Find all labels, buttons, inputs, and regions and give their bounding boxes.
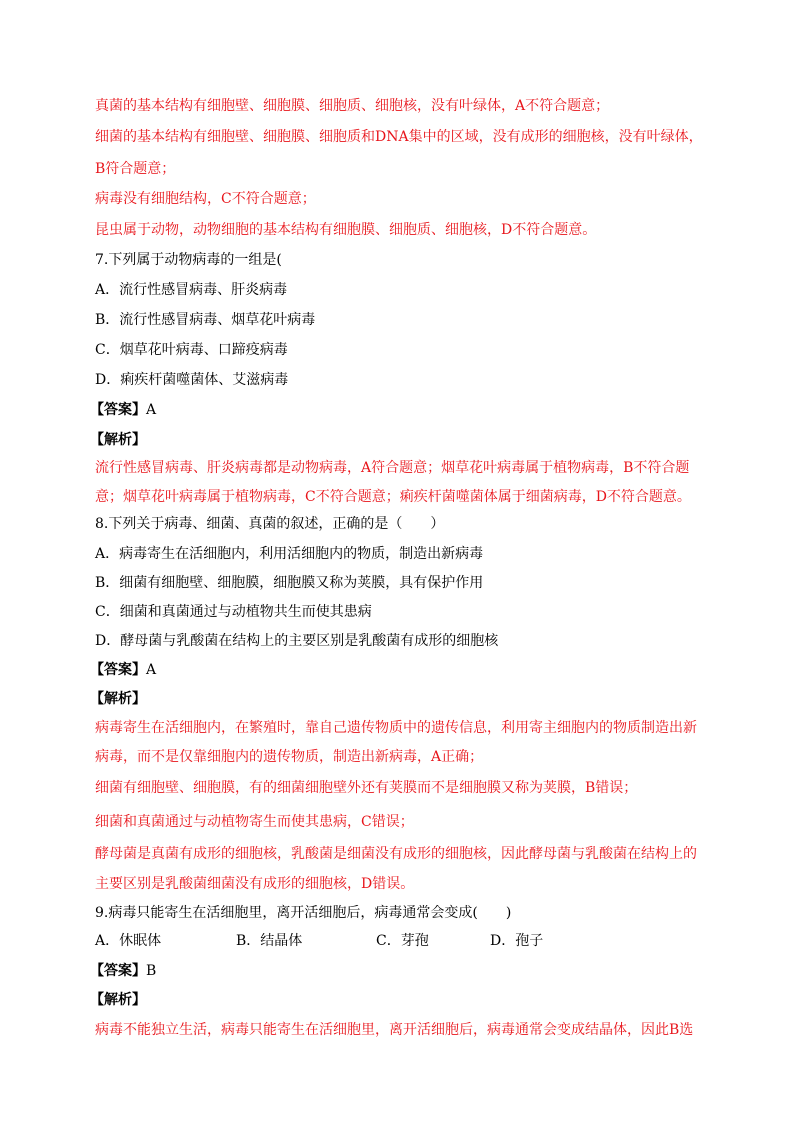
answer-label: 【答案】 [90,963,146,979]
q8-analysis-line: 病毒寄生在活细胞内，在繁殖时，靠自己遗传物质中的遗传信息，利用寄主细胞内的物质制造出新 [95,720,697,736]
analysis-line: 病毒没有细胞结构，C不符合题意； [95,191,316,207]
q8-analysis-line: 酵母菌是真菌有成形的细胞核，乳酸菌是细菌没有成形的细胞核，因此酵母菌与乳酸菌在结构上的 [95,846,697,862]
q7-analysis-label: 【解析】 [90,432,146,448]
answer-label: 【答案】 [90,662,146,678]
q8-analysis-line: 病毒，而不是仅靠细胞内的遗传物质，制造出新病毒，A正确； [95,749,484,765]
q9-option-a: A．休眠体 [95,933,162,949]
answer-value: A [146,662,157,678]
question-9-stem: 9.病毒只能寄生在活细胞里，离开活细胞后，病毒通常会变成( ) [95,905,512,921]
analysis-line: 真菌的基本结构有细胞壁、细胞膜、细胞质、细胞核，没有叶绿体，A不符合题意； [95,98,610,114]
q7-analysis-line: 流行性感冒病毒、肝炎病毒都是动物病毒，A符合题意；烟草花叶病毒属于植物病毒，B不符合题 [95,460,690,476]
q7-option-a: A．流行性感冒病毒、肝炎病毒 [95,282,288,298]
q8-option-d: D．酵母菌与乳酸菌在结构上的主要区别是乳酸菌有成形的细胞核 [95,633,499,649]
q8-option-c: C．细菌和真菌通过与动植物共生而使其患病 [95,604,372,620]
analysis-line: 细菌的基本结构有细胞壁、细胞膜、细胞质和DNA集中的区域，没有成形的细胞核，没有叶绿体， [95,129,703,145]
q9-answer [90,962,156,980]
q9-analysis-line: 病毒不能独立生活，病毒只能寄生在活细胞里，离开活细胞后，病毒通常会变成结晶体，因此B选 [95,1022,694,1038]
q8-option-b: B．细菌有细胞壁、细胞膜，细胞膜又称为荚膜，具有保护作用 [95,575,484,591]
question-7-stem: 7.下列属于动物病毒的一组是( [95,252,282,268]
q8-analysis-label: 【解析】 [90,691,146,707]
q7-answer [90,401,156,419]
answer-label: 【答案】 [90,402,146,418]
q9-analysis-label: 【解析】 [90,992,146,1008]
question-8-stem: 8.下列关于病毒、细菌、真菌的叙述，正确的是（ ） [95,516,445,532]
q7-analysis-line: 意；烟草花叶病毒属于植物病毒，C不符合题意；痢疾杆菌噬菌体属于细菌病毒，D不符合题意。 [95,489,691,505]
q8-answer [90,661,156,679]
q8-analysis-line: 细菌和真菌通过与动植物寄生而使其患病，C错误； [95,814,414,830]
q7-option-b: B．流行性感冒病毒、烟草花叶病毒 [95,312,316,328]
q8-option-a: A．病毒寄生在活细胞内，利用活细胞内的物质，制造出新病毒 [95,546,484,562]
q9-option-d: D．孢子 [490,933,544,949]
q8-analysis-line: 主要区别是乳酸菌细菌没有成形的细胞核，D错误。 [95,876,415,892]
analysis-line: B符合题意； [95,161,176,177]
q7-option-d: D．痢疾杆菌噬菌体、艾滋病毒 [95,372,289,388]
answer-value: B [146,963,157,979]
analysis-line: 昆虫属于动物，动物细胞的基本结构有细胞膜、细胞质、细胞核，D不符合题意。 [95,222,597,238]
q7-option-c: C．烟草花叶病毒、口蹄疫病毒 [95,342,288,358]
q8-analysis-line: 细菌有细胞壁、细胞膜，有的细菌细胞壁外还有荚膜而不是细胞膜又称为荚膜，B错误； [95,780,638,796]
answer-value: A [146,402,157,418]
q9-option-c: C．芽孢 [376,933,429,949]
q9-option-b: B．结晶体 [236,933,303,949]
